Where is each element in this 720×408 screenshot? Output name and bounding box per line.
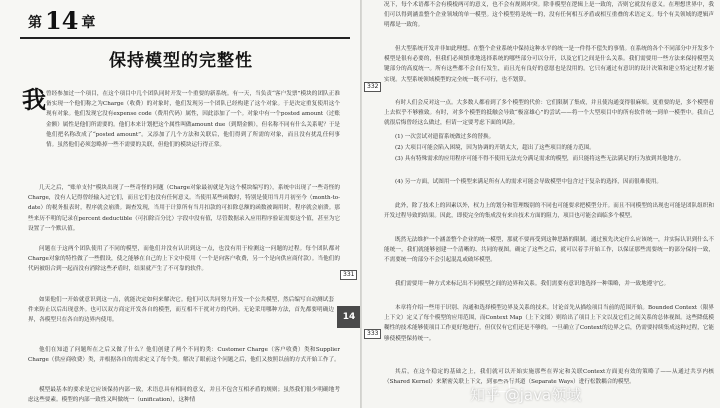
chapter-suffix: 章 — [81, 15, 96, 31]
chapter-side-tab: 14 — [337, 306, 361, 328]
paragraph: 有时人们会反对这一点。大多数人都看到了多个模型的代价：它们限制了集成，并且使沟通变得很麻烦。更重要的是，多个模型看上去似乎不够雅致。有时，对多个模型的抵触会导致“极富雄心”的尝试——将一个大型项目中的所有软件统一到单一模型中。我自己就很后悔曾经这么做过，但请一定要考虑下面的风险。 — [384, 100, 714, 127]
paragraph: 几天之后，“账单支付”模块出现了一些奇怪的问题（Charge对象最初就是为这个模块编写的），系统中出现了一些奇怪的Charge，没有人记得曾经输入过它们，而且它们也没有任何意义。当使用某些函数时，特别是使用当月月初至今（month-to-date）的税务报表时，程序就会崩溃。调查发现，当用于计算所有当月扣款的可扣除总额的函数被调用时，程序就会崩溃。那些来历不明的记录在percent deductible（可扣除百分比）字段中没有值，尽管数据录入应用程序验证需要这个值，甚至为它设置了一个默认值。 — [28, 185, 340, 232]
paragraph: 其后，在这个稳定的基础之上，我们就可以开始实施那些在界定和关联Context方面更有效的策略了——从通过共享内核（Shared Kernel）来紧密关联上下文，到那些各行其道（Separate Ways）进行松散耦合的模型。 — [384, 369, 714, 386]
paragraph: 既然无法维护一个涵盖整个企业的统一模型，那就不要再受到这种思路的限制。通过预先决定什么应该统一，并实际认识到什么不能统一，我们就能够创建一个清晰的、共同的视图。确定了这些之后，就可以着手开始工作，以保证那些需要统一的部分保持一致，不需要统一的部分不会引起混乱或破坏模型。 — [384, 237, 714, 264]
drop-cap: 我 — [22, 85, 46, 114]
page-margin-number: 331 — [340, 270, 357, 280]
chapter-title: 保持模型的完整性 — [109, 51, 253, 71]
paragraph: (3) 具有特殊需求的应用程序可能不得不使用无法充分满足需求的模型，而只能将这些无法满足的行为放到其他地方。 — [395, 156, 685, 162]
paragraph: 况下，每个术语都不会有模棱两可的意义，也不会有规则冲突。除非模型在逻辑上是一致的，否则它就没有意义。在理想世界中，我们可以得到涵盖整个企业领域的单一模型。这个模型将是统一的，没有任何相互矛盾或相互重叠的术语定义。每个有关领域的逻辑声明都是一致的。 — [384, 2, 714, 29]
chapter-rule — [20, 37, 350, 39]
paragraph: 问题在于这两个团队使用了不同的模型，而他们并没有认识到这一点，也没有用于检测这一问题的过程。每个团队都对Charge对象的特性做了一些假设，使之能够在自己的上下文中使用（一个是向客户收费，另一个是向供应商付款）。当他们的代码被组合到一起而没有消除这些矛盾时，结果就产生了不可靠的软件。 — [28, 246, 340, 273]
right-book-page — [362, 0, 720, 408]
paragraph: 曾经参加过一个项目，在这个项目中几个团队同时开发一个重要的新系统。有一天，当负责“客户发票”模块的团队正准备实现一个他们称之为Charge（收费）的对象时，他们发现另一个团队已经构建了这个对象。于是决定重复使用这个现有对象。他们发现它没有expense code（费用代码）属性，因此添加了一个。对象中有一个posted amount（过账金额）属性是他们所需要的。他们本来计划把这个属性叫做amount due（到期金额），但名称不同有什么关系呢？于是他们把名称改成了“posted amount”。又添加了几个方法和关联后，他们得到了所需的对象，而且没有扰乱任何事情。虽然他们必须忽略掉一些不需要的关联，但他们的模块运行得正常。 — [46, 91, 340, 149]
paragraph: 模型最基本的要求是它应该保持内部一致，术语总具有相同的意义，并且不包含互相矛盾的规则；虽然我们很少明确地考虑这些要素。模型的内部一致性又叫做统一（unification），这种情 — [28, 387, 340, 404]
page-margin-number: 332 — [364, 82, 381, 92]
page-margin-number: 333 — [364, 329, 381, 339]
paragraph: (2) 大项目可能会陷入困境，因为协调的开销太大，超出了这些项目的能力范围。 — [395, 145, 595, 151]
chapter-prefix: 第 — [28, 15, 42, 31]
paragraph: 我们需要用一种方式来标记出不同模型之间的边界和关系。我们需要有意识地选择一种策略，并一致地遵守它。 — [395, 281, 670, 287]
paragraph: (1) 一次尝试对遗留系统做过多的替换。 — [395, 134, 495, 140]
paragraph: 此外，除了技术上的因素以外，权力上的划分和管理级别的不同也可能要求把模型分开。而且不同模型的出现也可能是团队组织和开发过程导致的结果。因此，即使完全的集成没有来自技术方面的阻力，项目也可能会面临多个模型。 — [384, 203, 714, 220]
paragraph: (4) 另一方面，试图用一个模型来满足所有人的需求可能会导致模型中包含过于复杂的选择，因而很难使用。 — [395, 179, 663, 185]
paragraph: 他们在知道了问题所在之后又做了什么？他们创建了两个不同的类：Customer Charge（客户收费）类和Supplier Charge（供应商收费）类，并根据各自的需求定义了每个类。解决了眼前这个问题之后，他们又按照以前的方式开始工作了。 — [28, 347, 340, 364]
paragraph: 本章将介绍一些用于识别、沟通和选择模型边界及关系的技术。讨论首先从描绘项目当前的范围开始。Bounded Context（限界上下文）定义了每个模型的应用范围，而Context Map（上下文图）则给出了项目上下文以及它们之间关系的总体视图。这些降低模糊性的技术能够使项目工作更好地进行，但仅仅有它们还是不够的。一旦确立了Context的边界之后，仍需要持续集成这种过程，它能够使模型保持统一。 — [384, 305, 714, 342]
paragraph: 但大型系统开发并非如此理想。在整个企业系统中保持这种水平的统一是一件得不偿失的事情。在系统的各个不同部分中开发多个模型是很有必要的，但我们必须慎重地选择系统的哪些部分可以分开，以及它们之间是什么关系。我们需要用一些方法来保持模型关键部分的高度统一。所有这些都不会自行发生，而且光有良好的意愿也是没用的。它只有通过有意识的设计决策和建立特定过程才能实现。大型系统领域模型的完全统一既不可行，也不划算。 — [384, 46, 714, 83]
chapter-heading — [28, 6, 95, 35]
chapter-number: 14 — [45, 6, 79, 35]
watermark: 知乎 @java领域 — [470, 386, 582, 404]
paragraph: 如果他们一开始就意识到这一点，就能决定如何来解决它。他们可以共同努力开发一个公共模型，然后编写自动测试套件来防止以后出现意外。也可以双方商定开发各自的模型，而互相不干扰对方的代码。无论采用哪种方法，首先都要明确边界，各模型只在各自的边界内使用。 — [28, 297, 334, 324]
